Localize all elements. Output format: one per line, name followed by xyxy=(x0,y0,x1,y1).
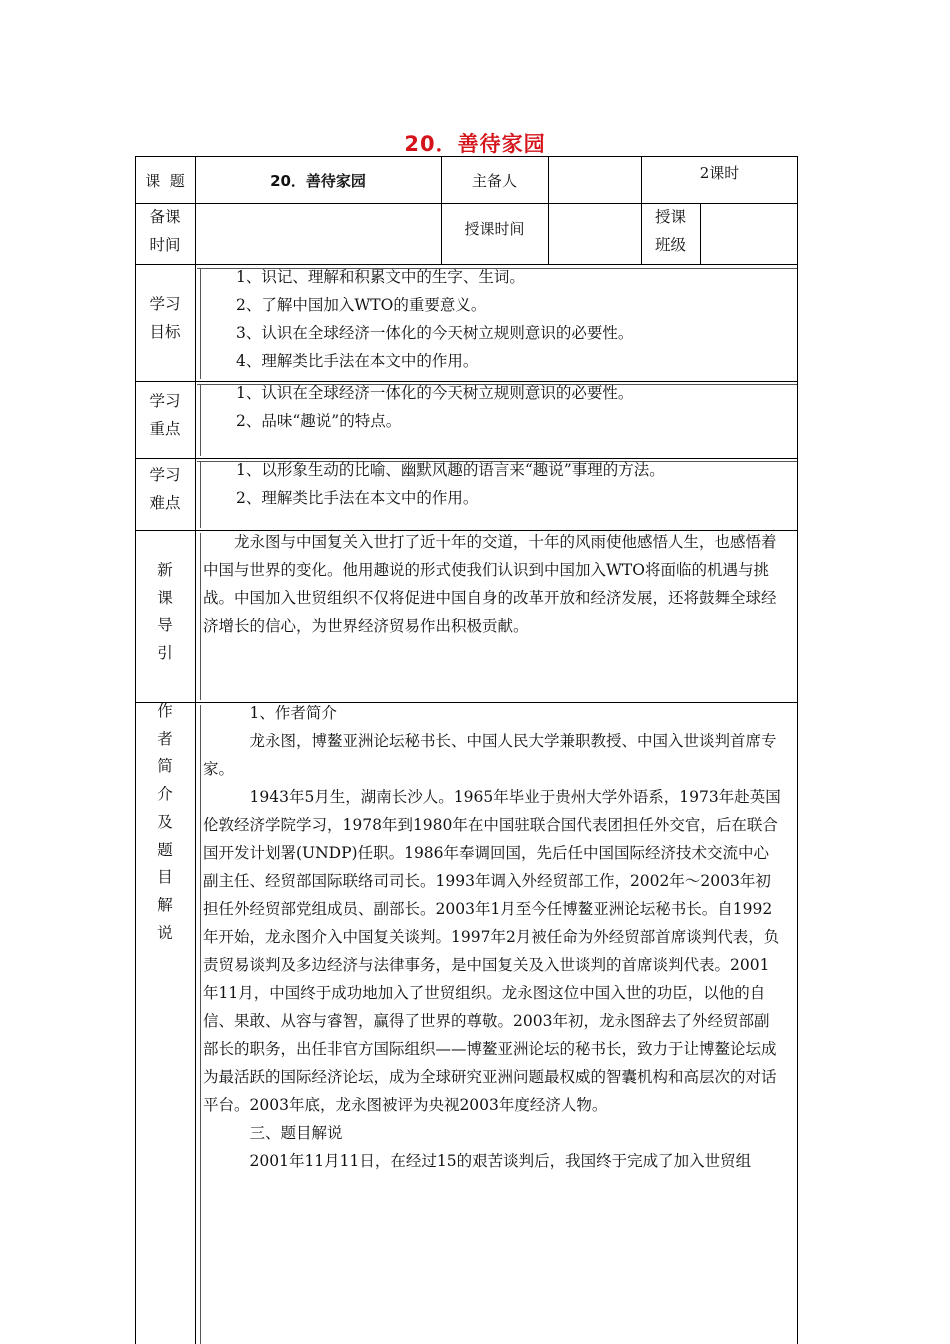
prep-time-label xyxy=(135,203,195,259)
author-label-char: 说 xyxy=(157,923,173,942)
goals-label xyxy=(135,290,195,346)
intro-text xyxy=(203,528,781,640)
teach-time-label: 授课时间 xyxy=(464,220,525,238)
goal-item: 3、认识在全球经济一体化的今天树立规则意识的必要性。 xyxy=(236,324,634,342)
author-label-char: 者 xyxy=(157,729,173,748)
prep-time-label-line2: 时间 xyxy=(149,236,181,254)
hours-value: 2课时 xyxy=(699,164,740,182)
document-title: 20．善待家园 xyxy=(404,132,546,156)
difficulties-label-line1: 学习 xyxy=(149,466,181,484)
column-divider xyxy=(700,203,701,264)
goal-item: 1、识记、理解和积累文中的生字、生词。 xyxy=(236,268,525,286)
class-label-line2: 班级 xyxy=(654,236,686,254)
subject-label: 课 题 xyxy=(145,172,185,190)
author-label-char: 题 xyxy=(157,840,173,859)
author-section-heading: 1、作者简介 xyxy=(249,704,337,722)
key-points-list xyxy=(236,379,791,435)
inner-border xyxy=(200,268,201,379)
column-divider xyxy=(548,156,549,264)
inner-border xyxy=(200,705,201,1344)
title-section-heading: 三、题目解说 xyxy=(249,1124,343,1142)
author-label xyxy=(135,698,195,947)
key-point-item: 1、认识在全球经济一体化的今天树立规则意识的必要性。 xyxy=(236,384,634,402)
goals-label-line2: 目标 xyxy=(149,323,181,341)
column-divider xyxy=(195,156,196,1344)
author-label-char: 作 xyxy=(157,702,173,720)
subject-value: 20．善待家园 xyxy=(270,172,366,190)
author-label-char: 介 xyxy=(157,785,173,804)
key-points-label xyxy=(135,387,195,443)
difficulty-item: 2、理解类比手法在本文中的作用。 xyxy=(236,489,479,507)
intro-paragraph: 龙永图与中国复关入世打了近十年的交道，十年的风雨使他感悟人生，也感悟着中国与世界的变化。他用趣说的形式使我们认识到中国加入WTO将面临的机遇与挑战。中国加入世贸组织不仅将促进中国自身的改革开放和经济发展，还将鼓舞全球经济增长的信心，为世界经济贸易作出积极贡献。 xyxy=(203,533,777,635)
inner-border xyxy=(200,461,201,528)
goal-item: 2、了解中国加入WTO的重要意义。 xyxy=(236,296,487,314)
difficulties-label xyxy=(135,461,195,517)
prep-time-label-line1: 备课 xyxy=(149,208,181,226)
goals-label-line1: 学习 xyxy=(149,295,181,313)
author-label-char: 目 xyxy=(157,868,173,887)
author-paragraph: 龙永图，博鳌亚洲论坛秘书长、中国人民大学兼职教授、中国入世谈判首席专家。 xyxy=(203,732,777,778)
intro-label xyxy=(135,557,195,668)
author-label-char: 解 xyxy=(157,895,173,914)
class-label-line1: 授课 xyxy=(654,208,686,226)
author-content xyxy=(203,699,781,1175)
title-paragraph: 2001年11月11日，在经过15的艰苦谈判后，我国终于完成了加入世贸组 xyxy=(249,1152,752,1170)
inner-border xyxy=(200,533,201,700)
key-points-label-line1: 学习 xyxy=(149,392,181,410)
difficulty-item: 1、以形象生动的比喻、幽默风趣的语言来“趣说”事理的方法。 xyxy=(236,461,665,479)
difficulties-list xyxy=(236,456,791,512)
intro-label-char: 课 xyxy=(157,588,173,607)
key-points-label-line2: 重点 xyxy=(149,420,181,438)
author-label-char: 及 xyxy=(157,812,173,831)
intro-label-char: 导 xyxy=(157,616,173,635)
class-label xyxy=(641,203,700,259)
preparer-label: 主备人 xyxy=(471,172,517,190)
author-label-char: 简 xyxy=(157,757,173,776)
difficulties-label-line2: 难点 xyxy=(149,494,181,512)
goals-list xyxy=(236,263,791,375)
inner-border xyxy=(200,384,201,456)
key-point-item: 2、品味“趣说”的特点。 xyxy=(236,412,402,430)
goal-item: 4、理解类比手法在本文中的作用。 xyxy=(236,352,479,370)
intro-label-char: 引 xyxy=(157,644,173,663)
intro-label-char: 新 xyxy=(157,561,173,579)
author-paragraph: 1943年5月生，湖南长沙人。1965年毕业于贵州大学外语系，1973年赴英国伦敦经济学院学习，1978年到1980年在中国驻联合国代表团担任外交官，后在联合国开发计划署(UNDP)任职。1986年奉调回国，先后任中国国际经济技术交流中心副主任、经贸部国际联络司司长。1993年调入外经贸部工作，2002年～2003年初担任外经贸部党组成员、副部长。2003年1月至今任博鳌亚洲论坛秘书长。自1992年开始，龙永图介入中国复关谈判。1997年2月被任命为外经贸部首席谈判代表，负责贸易谈判及多边经济与法律事务，是中国复关及入世谈判的首席谈判代表。2001年11月，中国终于成功地加入了世贸组织。龙永图这位中国入世的功臣，以他的自信、果敢、从容与睿智，赢得了世界的尊敬。2003年初，龙永图辞去了外经贸部副部长的职务，出任非官方国际组织——博鳌亚洲论坛的秘书长，致力于让博鳌论坛成为最活跃的国际经济论坛，成为全球研究亚洲问题最权威的智囊机构和高层次的对话平台。2003年底，龙永图被评为央视2003年度经济人物。 xyxy=(203,788,781,1114)
